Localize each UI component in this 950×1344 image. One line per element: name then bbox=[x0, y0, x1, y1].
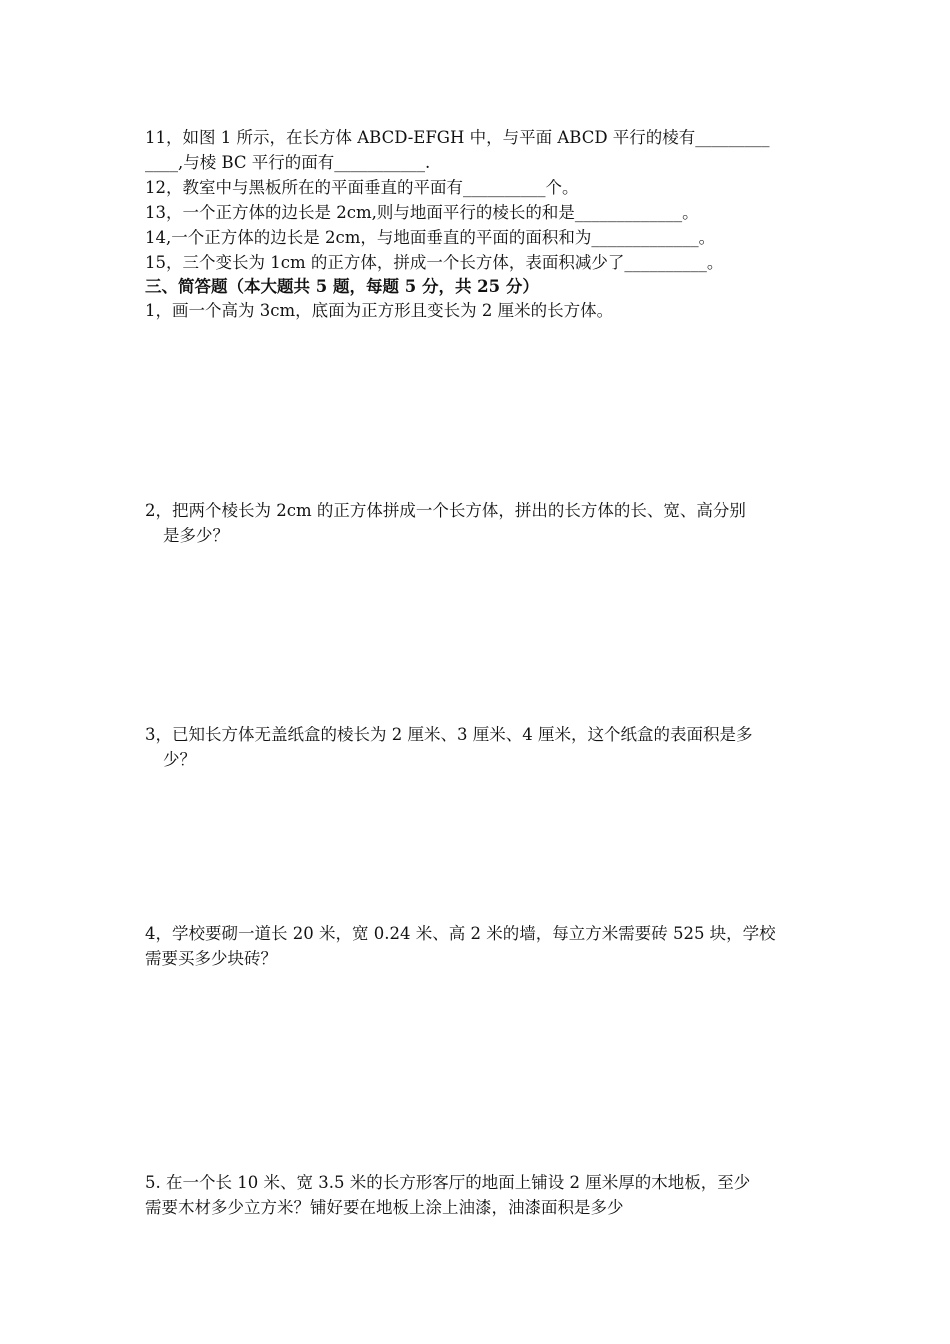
short-answer-2-line-2: 是多少？ bbox=[163, 526, 229, 545]
short-answer-5-line-1: 5. 在一个长 10 米、宽 3.5 米的长方形客厅的地面上铺设 2 厘米厚的木地板，至少 bbox=[145, 1173, 751, 1192]
question-13: 13，一个正方体的边长是 2cm,则与地面平行的棱长的和是_____________。 bbox=[145, 203, 699, 222]
question-11-line-1: 11，如图 1 所示，在长方体 ABCD-EFGH 中，与平面 ABCD 平行的棱有_________ bbox=[145, 128, 770, 147]
question-15: 15，三个变长为 1cm 的正方体，拼成一个长方体，表面积减少了__________。 bbox=[145, 253, 724, 272]
short-answer-2-line-1: 2，把两个棱长为 2cm 的正方体拼成一个长方体，拼出的长方体的长、宽、高分别 bbox=[145, 501, 746, 520]
question-12: 12，教室中与黑板所在的平面垂直的平面有__________个。 bbox=[145, 178, 579, 197]
short-answer-4-line-1: 4，学校要砌一道长 20 米，宽 0.24 米、高 2 米的墙，每立方米需要砖 525 块，学校 bbox=[145, 924, 776, 943]
short-answer-3-line-2: 少？ bbox=[163, 750, 196, 769]
question-14: 14,一个正方体的边长是 2cm，与地面垂直的平面的面积和为_____________。 bbox=[145, 228, 716, 247]
section-heading: 三、简答题（本大题共 5 题，每题 5 分，共 25 分） bbox=[145, 277, 539, 296]
short-answer-4-line-2: 需要买多少块砖？ bbox=[145, 949, 277, 968]
question-11-line-2: ____,与棱 BC 平行的面有___________. bbox=[145, 153, 431, 172]
short-answer-3-line-1: 3，已知长方体无盖纸盒的棱长为 2 厘米、3 厘米、4 厘米，这个纸盒的表面积是多 bbox=[145, 725, 753, 744]
short-answer-1: 1，画一个高为 3cm，底面为正方形且变长为 2 厘米的长方体。 bbox=[145, 301, 614, 320]
short-answer-5-line-2: 需要木材多少立方米？铺好要在地板上涂上油漆，油漆面积是多少 bbox=[145, 1198, 624, 1217]
